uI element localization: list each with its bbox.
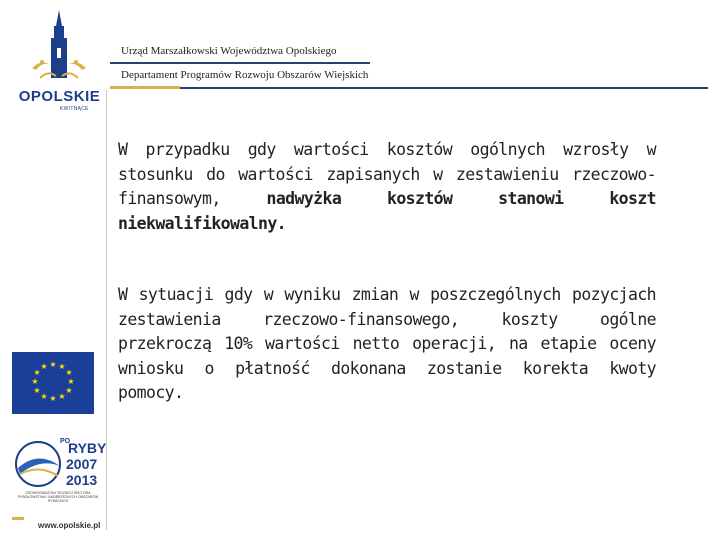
pory-po: PO bbox=[60, 438, 71, 445]
opolskie-logo bbox=[12, 8, 107, 112]
svg-text:★: ★ bbox=[40, 392, 48, 401]
website-link[interactable]: www.opolskie.pl bbox=[38, 521, 101, 530]
svg-text:★: ★ bbox=[65, 386, 73, 395]
svg-text:★: ★ bbox=[49, 360, 57, 369]
paragraph-correction: W sytuacji gdy w wyniku zmian w poszczególnych pozycjach zestawienia rzeczowo-finansowego, koszty ogólne przekroczą 10% wartości netto operacji, na etapie oceny wniosku o płatność dokonana zostanie korekta kwoty pomocy. bbox=[118, 285, 656, 402]
header-divider-bottom bbox=[180, 87, 708, 89]
institution-name: Urząd Marszałkowski Województwa Opolskiego bbox=[121, 45, 337, 57]
paragraph1-normal: W przypadku gdy wartości kosztów ogólnych wzrosły w stosunku do wartości zapisanych w zestawieniu rzeczowo-finansowym, bbox=[118, 140, 656, 208]
department-name: Departament Programów Rozwoju Obszarów Wiejskich bbox=[121, 69, 369, 81]
pory-year-end: 2013 bbox=[66, 472, 98, 488]
svg-text:★: ★ bbox=[49, 394, 57, 403]
svg-text:★: ★ bbox=[65, 368, 73, 377]
eu-flag-icon bbox=[12, 352, 94, 414]
svg-text:★: ★ bbox=[58, 362, 66, 371]
pory-tagline: ZRÓWNOWAŻONY ROZWÓJ SEKTORA RYBOŁÓWSTWA I NADBRZEŻNYCH OBSZARÓW RYBACKICH bbox=[17, 491, 99, 503]
paragraph-overhead-costs bbox=[118, 138, 656, 236]
po-ryby-logo bbox=[10, 436, 107, 516]
sidebar-divider bbox=[106, 90, 107, 530]
header-gold-accent bbox=[110, 86, 180, 89]
logo-wordmark: OPOLSKIE bbox=[18, 88, 101, 105]
svg-text:★: ★ bbox=[33, 386, 41, 395]
svg-text:★: ★ bbox=[58, 392, 66, 401]
svg-text:★: ★ bbox=[40, 362, 48, 371]
svg-text:★: ★ bbox=[67, 377, 75, 386]
logo-subtitle: KWITNĄCE bbox=[60, 106, 89, 112]
header-divider-top bbox=[110, 62, 370, 64]
pory-year-start: 2007 bbox=[66, 456, 98, 472]
paragraph1-bold: nadwyżka kosztów stanowi koszt niekwalifikowalny. bbox=[118, 189, 656, 233]
castle-tower-icon bbox=[12, 8, 107, 88]
footer-gold-accent bbox=[12, 517, 24, 520]
svg-text:★: ★ bbox=[33, 368, 41, 377]
pory-ryby: RYBY bbox=[68, 440, 107, 456]
svg-text:★: ★ bbox=[31, 377, 39, 386]
